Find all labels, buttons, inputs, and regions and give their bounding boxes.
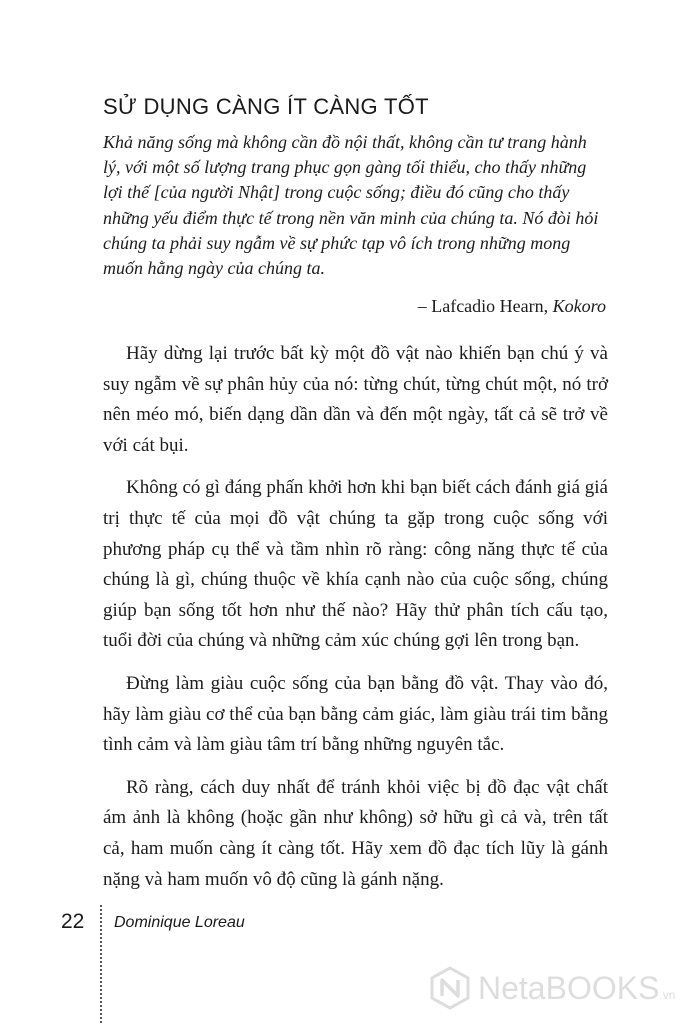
epigraph-attribution bbox=[418, 296, 606, 317]
paragraph: Đừng làm giàu cuộc sống của bạn bằng đồ vật. Thay vào đó, hãy làm giàu cơ thể của bạn bằng cảm giác, làm giàu trái tim bằng tình cảm và làm giàu tâm trí bằng những nguyên tắc. bbox=[103, 672, 608, 756]
attribution-author: – Lafcadio Hearn, bbox=[417, 296, 549, 316]
epigraph-quote: Khả năng sống mà không cần đồ nội thất, không cần tư trang hành lý, với một số lượng trang phục gọn gàng tối thiểu, cho thấy những lợi thế [của người Nhật] trong cuộc sống; điều đó cũng cho thấy những yếu điểm thực tế trong nền văn minh của chúng ta. Nó đòi hỏi chúng ta phải suy ngẫm về sự phức tạp vô ích trong những mong muốn hằng ngày của chúng ta. bbox=[103, 132, 599, 279]
paragraph: Không có gì đáng phấn khởi hơn khi bạn biết cách đánh giá giá trị thực tế của mọi đồ vật chúng ta gặp trong cuộc sống với phương pháp cụ thể và tầm nhìn rõ ràng: công năng thực tế của chúng là gì, chúng thuộc về khía cạnh nào của cuộc sống, chúng giúp bạn sống tốt hơn như thế nào? Hãy thử phân tích cấu tạo, tuổi đời của chúng và những cảm xúc chúng gợi lên trong bạn. bbox=[103, 477, 608, 652]
dotted-divider bbox=[100, 905, 102, 1023]
watermark-text bbox=[478, 970, 675, 1007]
netabooks-logo-icon bbox=[428, 966, 472, 1010]
watermark bbox=[428, 966, 675, 1010]
section-title: SỬ DỤNG CÀNG ÍT CÀNG TỐT bbox=[103, 94, 429, 119]
attribution-work: Kokoro bbox=[552, 296, 606, 316]
paragraph: Rõ ràng, cách duy nhất để tránh khỏi việc bị đồ đạc vật chất ám ảnh là không (hoặc gần như không) sở hữu gì cả và, trên tất cả, ham muốn càng ít càng tốt. Hãy xem đồ đạc tích lũy là gánh nặng và ham muốn vô độ cũng là gánh nặng. bbox=[103, 776, 608, 890]
watermark-brand: NetaBOOKS bbox=[478, 969, 660, 1006]
page-number: 22 bbox=[61, 910, 85, 933]
paragraph: Hãy dừng lại trước bất kỳ một đồ vật nào khiến bạn chú ý và suy ngẫm về sự phân hủy của nó: từng chút, từng chút một, nó trở nên méo mó, biến dạng dần dần và đến một ngày, tất cả sẽ trở về với cát bụi. bbox=[103, 343, 608, 456]
body-text bbox=[103, 339, 608, 907]
watermark-tld: .vn bbox=[659, 987, 676, 1002]
running-footer-author: Dominique Loreau bbox=[114, 914, 245, 931]
